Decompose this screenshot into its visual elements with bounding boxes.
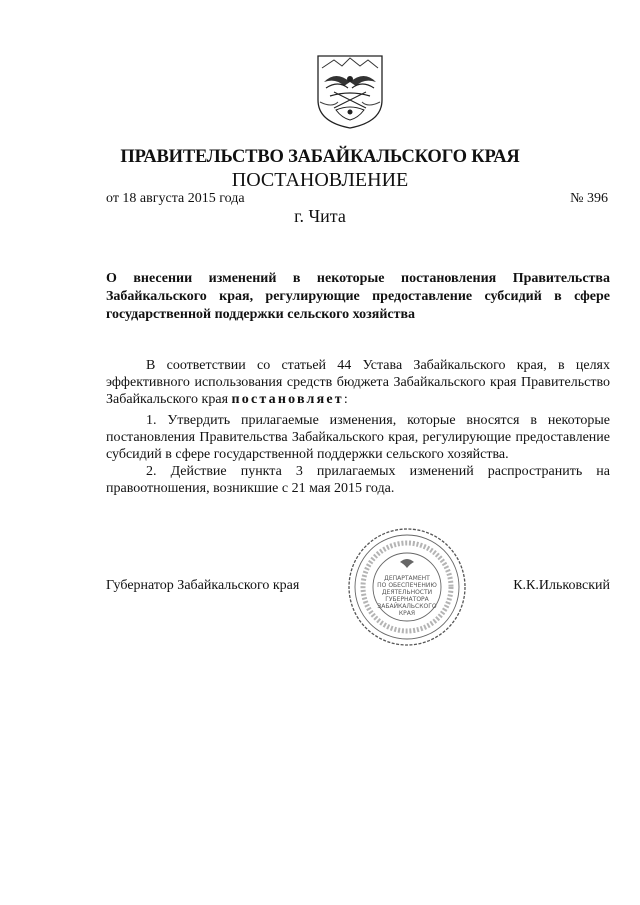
seal-line-2: ПО ОБЕСПЕЧЕНИЮ xyxy=(377,582,437,589)
preamble-colon: : xyxy=(343,392,348,407)
preamble-paragraph xyxy=(106,357,610,408)
seal-line-6: КРАЯ xyxy=(398,610,416,617)
seal-line-1: ДЕПАРТАМЕНТ xyxy=(384,575,430,582)
seal-line-5: ЗАБАЙКАЛЬСКОГО xyxy=(377,603,437,610)
document-city: г. Чита xyxy=(294,206,346,226)
coat-of-arms-icon xyxy=(312,52,388,130)
document-type: ПОСТАНОВЛЕНИЕ xyxy=(231,169,409,191)
document-number: № 396 xyxy=(570,191,608,206)
clause-2: 2. Действие пункта 3 прилагаемых изменений распространить на правоотношения, возникшие с 21 мая 2015 года. xyxy=(106,464,610,496)
seal-line-3: ДЕЯТЕЛЬНОСТИ xyxy=(381,589,433,596)
document-date: от 18 августа 2015 года xyxy=(106,191,245,206)
document-body xyxy=(106,357,610,497)
seal-line-4: ГУБЕРНАТОРА xyxy=(385,596,429,603)
clause-1: 1. Утвердить прилагаемые изменения, которые вносятся в некоторые постановления Правительства Забайкальского края, регулирующие предоставление субсидий в сфере государственной поддержки сельского хозяйства. xyxy=(106,413,610,462)
decision-word: постановляет xyxy=(231,392,344,407)
signatory-name: К.К.Ильковский xyxy=(513,578,610,593)
signatory-title: Губернатор Забайкальского края xyxy=(106,578,300,593)
preamble-text: В соответствии со статьей 44 Устава Забайкальского края, в целях эффективного использования средств бюджета Забайкальского края Правительство Забайкальского края xyxy=(106,358,610,407)
document-subject: О внесении изменений в некоторые постановления Правительства Забайкальского края, регулирующие предоставление субсидий в сфере государственной поддержки сельского хозяйства xyxy=(106,271,610,322)
official-seal-icon xyxy=(346,526,468,648)
government-title: ПРАВИТЕЛЬСТВО ЗАБАЙКАЛЬСКОГО КРАЯ xyxy=(120,147,520,167)
